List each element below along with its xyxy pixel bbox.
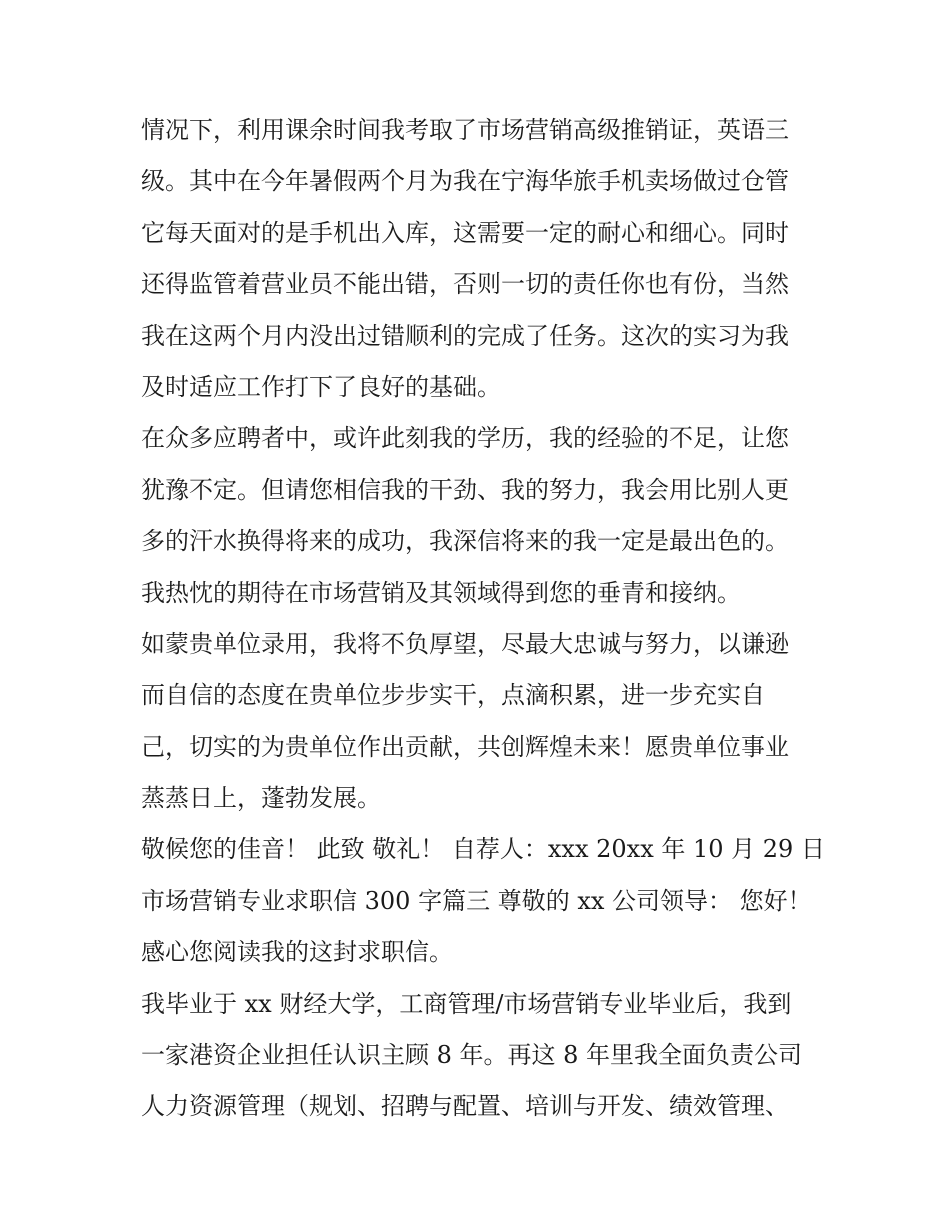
text-line: 级。其中在今年暑假两个月为我在宁海华旅手机卖场做过仓管 bbox=[141, 167, 789, 196]
text-line: 它每天面对的是手机出入库，这需要一定的耐心和细心。同时 bbox=[141, 218, 789, 247]
text-line: 感心您阅读我的这封求职信。 bbox=[141, 938, 453, 967]
text-line: 蒸蒸日上，蓬勃发展。 bbox=[141, 784, 381, 813]
text-line: 我热忱的期待在市场营销及其领域得到您的垂青和接纳。 bbox=[141, 578, 741, 607]
text-line: 犹豫不定。但请您相信我的干劲、我的努力，我会用比别人更 bbox=[141, 475, 789, 504]
text-line: 多的汗水换得将来的成功，我深信将来的我一定是最出色的。 bbox=[141, 527, 789, 556]
text-line: 我在这两个月内没出过错顺利的完成了任务。这次的实习为我 bbox=[141, 321, 789, 350]
text-line: 而自信的态度在贵单位步步实干，点滴积累，进一步充实自 bbox=[141, 681, 765, 710]
text-line: 一家港资企业担任认识主顾 8 年。再这 8 年里我全面负责公司 bbox=[141, 1041, 803, 1070]
text-line: 我毕业于 xx 财经大学，工商管理/市场营销专业毕业后，我到 bbox=[141, 989, 792, 1018]
text-line: 如蒙贵单位录用，我将不负厚望，尽最大忠诚与努力，以谦逊 bbox=[141, 629, 789, 658]
text-line: 及时适应工作打下了良好的基础。 bbox=[141, 372, 501, 401]
text-line: 敬候您的佳音！ 此致 敬礼！ 自荐人：xxx 20xx 年 10 月 29 日 bbox=[141, 835, 825, 864]
text-line: 在众多应聘者中，或许此刻我的学历，我的经验的不足，让您 bbox=[141, 424, 789, 453]
text-line: 己，切实的为贵单位作出贡献，共创辉煌未来！愿贵单位事业 bbox=[141, 732, 789, 761]
text-line: 情况下，利用课余时间我考取了市场营销高级推销证，英语三 bbox=[141, 116, 789, 144]
text-line: 还得监管着营业员不能出错，否则一切的责任你也有份，当然 bbox=[141, 270, 789, 299]
text-line: 市场营销专业求职信 300 字篇三 尊敬的 xx 公司领导： 您好！ bbox=[141, 886, 812, 915]
text-line: 人力资源管理（规划、招聘与配置、培训与开发、绩效管理、 bbox=[141, 1092, 789, 1121]
letter-body bbox=[141, 105, 825, 1133]
